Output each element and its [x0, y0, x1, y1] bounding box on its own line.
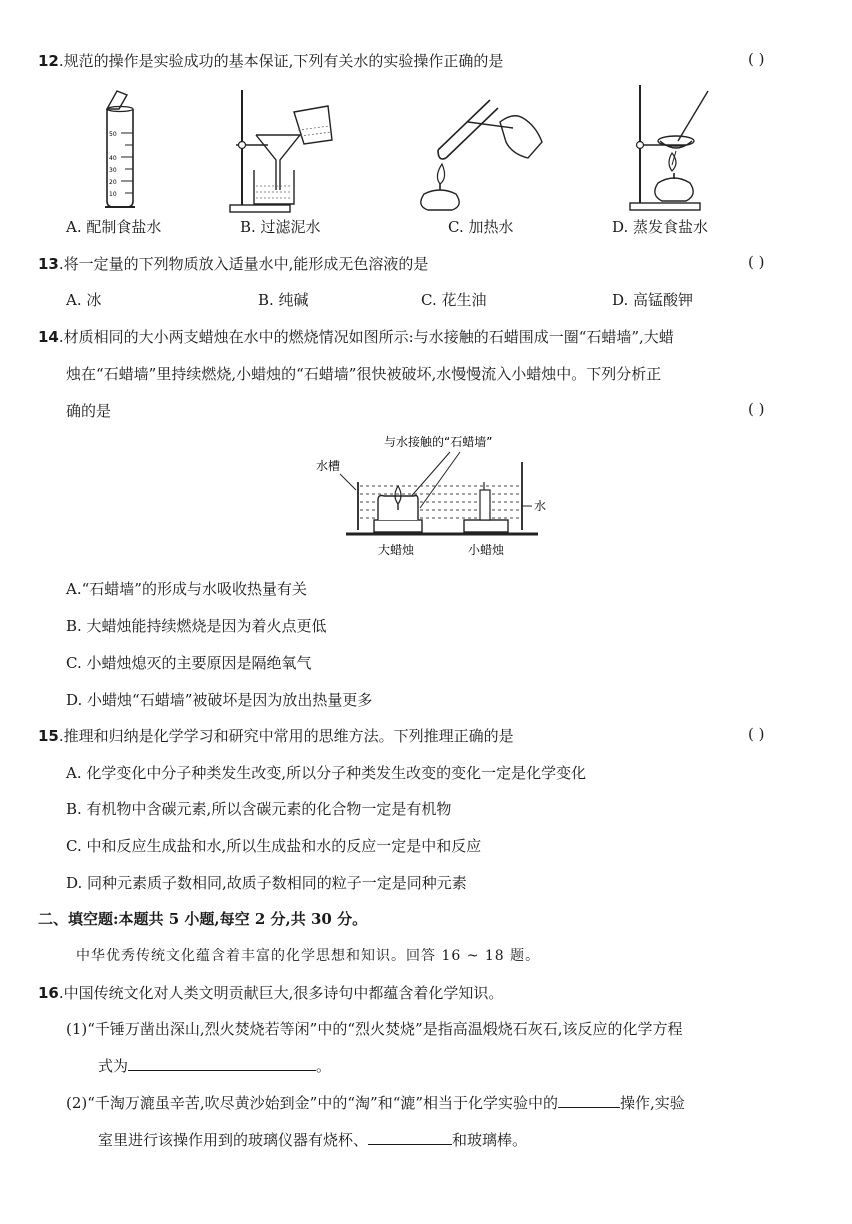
answer-paren: ( )	[748, 253, 765, 271]
question-text: .将一定量的下列物质放入适量水中,能形成无色溶液的是	[58, 255, 429, 273]
option-d[interactable]: D. 小蜡烛“石蜡墙”被破坏是因为放出热量更多	[66, 691, 373, 709]
part-1-line-2	[98, 1055, 331, 1076]
option-a[interactable]: A. 化学变化中分子种类发生改变,所以分子种类发生改变的变化一定是化学变化	[66, 764, 587, 782]
question-number: 15	[38, 727, 59, 745]
answer-blank-equation[interactable]	[128, 1056, 316, 1071]
candle-wax-wall-figure	[310, 430, 570, 560]
part-1-text: (1)“千锤万凿出深山,烈火焚烧若等闲”中的“烈火焚烧”是指高温煅烧石灰石,该反应的化学方程	[66, 1020, 683, 1038]
question-14-stem	[38, 326, 674, 347]
answer-paren: ( )	[748, 50, 765, 68]
cylinder-tick-label: 50	[109, 131, 117, 138]
question-number: 12	[38, 52, 59, 70]
option-c[interactable]: C. 加热水	[448, 218, 514, 236]
part-2-text: (2)“千淘万漉虽辛苦,吹尽黄沙始到金”中的“淘”和“漉”相当于化学实验中的	[66, 1094, 559, 1112]
option-c[interactable]: C. 花生油	[421, 291, 487, 309]
option-d[interactable]: D. 蒸发食盐水	[612, 218, 709, 236]
question-text: .规范的操作是实验成功的基本保证,下列有关水的实验操作正确的是	[58, 52, 504, 70]
evaporation-apparatus-figure	[628, 85, 718, 215]
answer-blank-glassware[interactable]	[368, 1130, 452, 1145]
heating-test-tube-figure	[408, 92, 543, 212]
answer-blank-operation[interactable]	[558, 1093, 620, 1108]
option-b[interactable]: B. 有机物中含碳元素,所以含碳元素的化合物一定是有机物	[66, 800, 452, 818]
wax-wall-label: 与水接触的“石蜡墙”	[384, 435, 493, 449]
question-16-stem	[38, 982, 503, 1003]
option-b[interactable]: B. 过滤泥水	[240, 218, 321, 236]
cylinder-tick-label: 40	[109, 155, 117, 162]
question-15-stem	[38, 725, 514, 746]
question-text: .材质相同的大小两支蜡烛在水中的燃烧情况如图所示:与水接触的石蜡围成一圈“石蜡墙”,大蜡	[58, 328, 674, 346]
water-tank-label: 水槽	[316, 459, 341, 473]
question-12-stem	[38, 50, 503, 71]
option-d[interactable]: D. 高锰酸钾	[612, 291, 694, 309]
option-c[interactable]: C. 中和反应生成盐和水,所以生成盐和水的反应一定是中和反应	[66, 837, 482, 855]
option-a[interactable]: A. 冰	[66, 291, 102, 309]
cylinder-tick-label: 10	[109, 191, 117, 198]
option-a[interactable]: A. 配制食盐水	[66, 218, 162, 236]
option-d[interactable]: D. 同种元素质子数相同,故质子数相同的粒子一定是同种元素	[66, 874, 467, 892]
part-2-text: 操作,实验	[620, 1094, 685, 1112]
question-text: .推理和归纳是化学学习和研究中常用的思维方法。下列推理正确的是	[58, 727, 514, 745]
question-text: .中国传统文化对人类文明贡献巨大,很多诗句中都蕴含着化学知识。	[58, 984, 504, 1002]
section-intro: 中华优秀传统文化蕴含着丰富的化学思想和知识。回答 16 ~ 18 题。	[76, 948, 541, 964]
cylinder-tick-label: 30	[109, 167, 117, 174]
part-2-text: 和玻璃棒。	[452, 1131, 528, 1149]
small-candle-label: 小蜡烛	[468, 543, 505, 557]
cylinder-tick-label: 20	[109, 179, 117, 186]
question-13-stem	[38, 253, 428, 274]
big-candle-label: 大蜡烛	[378, 543, 415, 557]
water-label: 水	[534, 499, 547, 513]
part-2-line-2	[98, 1129, 527, 1150]
question-number: 13	[38, 255, 59, 273]
part-1-text: 。	[316, 1057, 332, 1075]
question-text: 确的是	[66, 402, 112, 420]
part-2-line-1	[66, 1092, 685, 1113]
graduated-cylinder-figure	[95, 85, 145, 215]
filtration-apparatus-figure	[228, 90, 338, 215]
section-heading: 二、填空题:本题共 5 小题,每空 2 分,共 30 分。	[38, 910, 368, 928]
answer-paren: ( )	[748, 725, 765, 743]
option-b[interactable]: B. 纯碱	[258, 291, 309, 309]
option-c[interactable]: C. 小蜡烛熄灭的主要原因是隔绝氧气	[66, 654, 312, 672]
answer-paren: ( )	[748, 400, 765, 418]
question-text: 烛在“石蜡墙”里持续燃烧,小蜡烛的“石蜡墙”很快被破坏,水慢慢流入小蜡烛中。下列分析正	[66, 365, 662, 383]
question-number: 16	[38, 984, 59, 1002]
option-b[interactable]: B. 大蜡烛能持续燃烧是因为着火点更低	[66, 617, 327, 635]
part-2-text: 室里进行该操作用到的玻璃仪器有烧杯、	[98, 1131, 369, 1149]
part-1-text: 式为	[98, 1057, 129, 1075]
question-number: 14	[38, 328, 59, 346]
option-a[interactable]: A.“石蜡墙”的形成与水吸收热量有关	[66, 580, 307, 598]
